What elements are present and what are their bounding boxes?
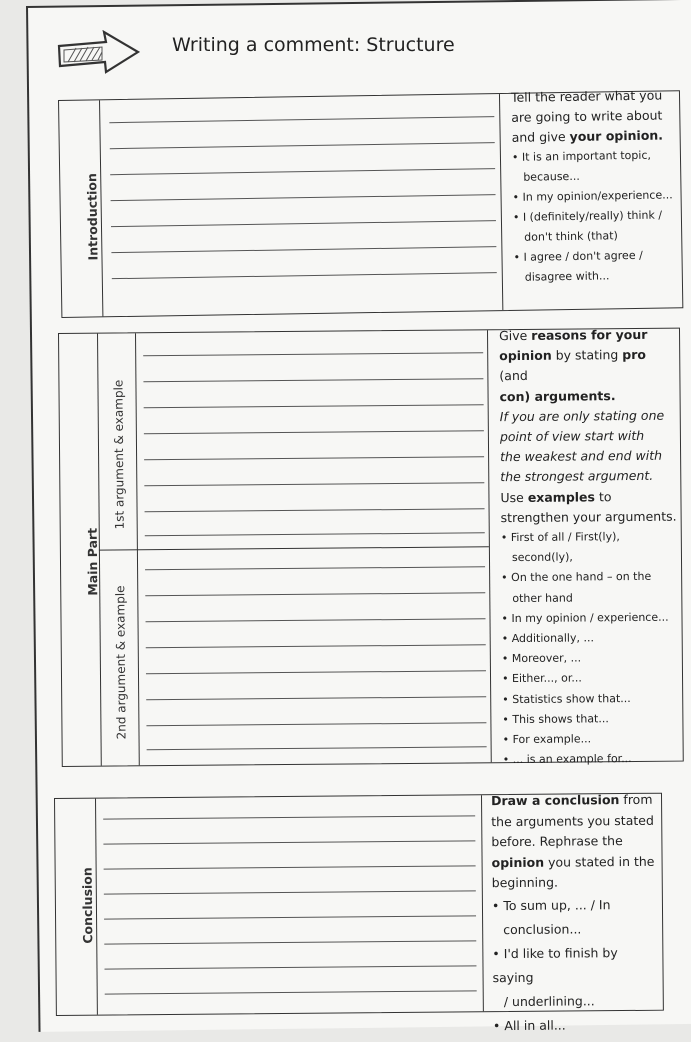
second-argument-label: 2nd argument & example <box>113 585 129 740</box>
main-part-label: Main Part <box>84 527 101 596</box>
page-title: Writing a comment: Structure <box>172 34 455 56</box>
introduction-tip: Tell the reader what you are going to write about and give your opinion. • It is an important topic, because... • In my opinion/experience... • I (definitely/really) think / don't think (that) • I agree / don't agree / disagree with... <box>510 87 673 284</box>
arrow-icon <box>56 30 140 76</box>
conclusion-section <box>54 791 664 1033</box>
conclusion-label: Conclusion <box>79 867 96 944</box>
introduction-section <box>58 87 683 318</box>
first-argument-label: 1st argument & example <box>111 379 127 530</box>
conclusion-tip: Draw a conclusion from the arguments you stated before. Rephrase the opinion you stated in the beginning. • To sum up, ... / In conclusion... • I'd like to finish by saying / underlining... • All in all... <box>490 791 655 1033</box>
main-part-tip: Give reasons for your opinion by stating pro (and con) arguments. If you are only stating one point of view start with the weakest and end with the strongest argument. Use examples to strengthen your arguments. • First of all / First(ly), second(ly), • On the one hand – on the other hand • In my opinion / experience... • Additionally, ... • Moreover, ... • Either..., or... • Statistics show that... • This shows that... • For example... • ... is an example for... <box>498 326 677 767</box>
introduction-label: Introduction <box>84 173 101 261</box>
main-part-section <box>58 328 684 767</box>
